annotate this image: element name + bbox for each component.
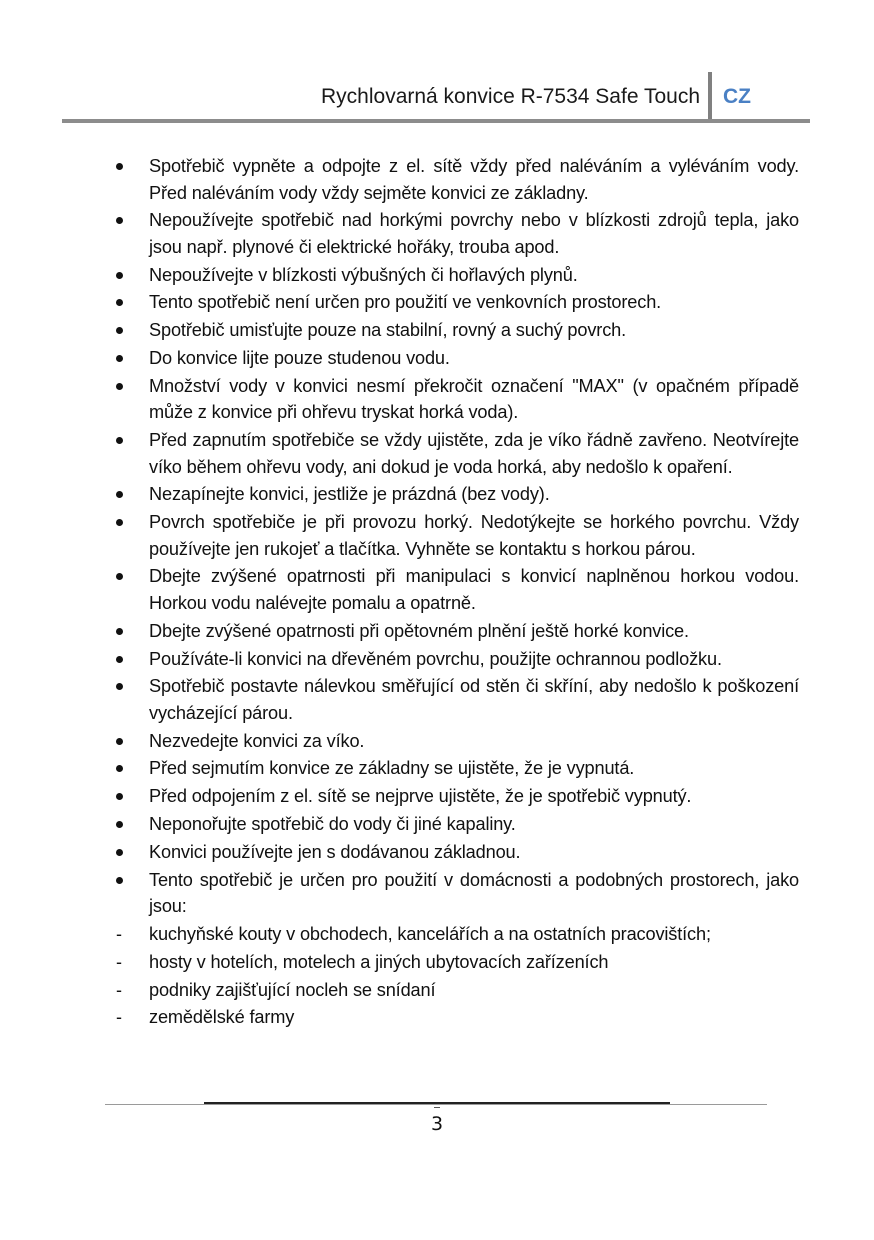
list-item-text: Používáte-li konvici na dřevěném povrchu, použijte ochrannou podložku. — [149, 648, 722, 669]
list-item — [0, 373, 799, 426]
list-item — [0, 289, 799, 316]
list-item-text: Před odpojením z el. sítě se nejprve ujistěte, že je spotřebič vypnutý. — [149, 786, 692, 807]
list-item-text: Před sejmutím konvice ze základny se ujistěte, že je vypnutá. — [149, 758, 635, 779]
list-item — [0, 783, 799, 810]
list-item-text: Nezvedejte konvici za víko. — [149, 730, 365, 751]
header-rule — [62, 119, 810, 123]
language-label: CZ — [723, 85, 751, 108]
list-item-text: Před zapnutím spotřebiče se vždy ujistěte, zda je víko řádně zavřeno. Neotvírejte víko během ohřevu vody, ani dokud je voda horká, aby nedošlo k opaření. — [149, 430, 799, 477]
sub-list-item — [0, 921, 799, 948]
list-item — [0, 618, 799, 645]
list-item-text: Neponořujte spotřebič do vody či jiné kapaliny. — [149, 814, 516, 835]
list-item-text: Spotřebič umisťujte pouze na stabilní, rovný a suchý povrch. — [149, 320, 627, 341]
list-item — [0, 509, 799, 562]
list-item-text: Tento spotřebič není určen pro použití ve venkovních prostorech. — [149, 292, 662, 313]
list-item — [0, 207, 799, 260]
list-item-text: Spotřebič vypněte a odpojte z el. sítě vždy před naléváním a vyléváním vody. Před naléváním vody vždy sejměte konvici ze základny. — [149, 156, 799, 203]
footer-rule-accent — [204, 1102, 670, 1104]
list-item — [0, 867, 799, 920]
sub-list-item — [0, 977, 799, 1004]
list-item — [0, 317, 799, 344]
list-item — [0, 839, 799, 866]
list-item — [0, 481, 799, 508]
list-item — [0, 755, 799, 782]
list-item — [0, 262, 799, 289]
list-item-text: Nepoužívejte spotřebič nad horkými povrchy nebo v blízkosti zdrojů tepla, jako jsou např. plynové či elektrické hořáky, trouba apod. — [149, 210, 799, 257]
list-item — [0, 728, 799, 755]
list-item-text: Nepoužívejte v blízkosti výbušných či hořlavých plynů. — [149, 264, 578, 285]
list-item-text: Dbejte zvýšené opatrnosti při opětovném plnění ještě horké konvice. — [149, 620, 689, 641]
list-item — [0, 563, 799, 616]
list-item-text: Dbejte zvýšené opatrnosti při manipulaci s konvicí naplněnou horkou vodou. Horkou vodu nalévejte pomalu a opatrně. — [149, 566, 799, 613]
list-item — [0, 673, 799, 726]
list-item-text: hosty v hotelích, motelech a jiných ubytovacích zařízeních — [149, 951, 609, 972]
list-item-text: Povrch spotřebiče je při provozu horký. Nedotýkejte se horkého povrchu. Vždy používejte jen rukojeť a tlačítka. Vyhněte se kontaktu s horkou párou. — [149, 512, 799, 559]
footer-rule — [105, 1104, 767, 1105]
footer-tick — [434, 1107, 440, 1108]
list-item-text: Konvici používejte jen s dodávanou základnou. — [149, 841, 521, 862]
list-item-text: kuchyňské kouty v obchodech, kancelářích a na ostatních pracovištích; — [149, 923, 711, 944]
header-title: Rychlovarná konvice R-7534 Safe Touch — [321, 85, 700, 108]
sub-list-item — [0, 1004, 799, 1031]
list-item-text: Do konvice lijte pouze studenou vodu. — [149, 347, 450, 368]
list-item-text: zemědělské farmy — [149, 1007, 295, 1028]
list-item — [0, 646, 799, 673]
list-item-text: Spotřebič postavte nálevkou směřující od stěn či skříní, aby nedošlo k poškození vycházející párou. — [149, 676, 799, 723]
list-item-text: Nezapínejte konvici, jestliže je prázdná (bez vody). — [149, 484, 550, 505]
list-item — [0, 153, 799, 206]
header-divider — [708, 72, 712, 120]
list-item-text: Tento spotřebič je určen pro použití v domácnosti a podobných prostorech, jako jsou: — [149, 869, 799, 917]
list-item — [0, 811, 799, 838]
sub-list-item — [0, 949, 799, 976]
list-item-text: podniky zajišťující nocleh se snídaní — [149, 979, 436, 1000]
list-item — [0, 427, 799, 480]
list-item — [0, 345, 799, 372]
page-number: 3 — [430, 1113, 444, 1135]
list-item-text: Množství vody v konvici nesmí překročit označení "MAX" (v opačném případě může z konvice při ohřevu tryskat horká voda). — [149, 375, 799, 423]
instructions-list — [0, 153, 874, 1032]
